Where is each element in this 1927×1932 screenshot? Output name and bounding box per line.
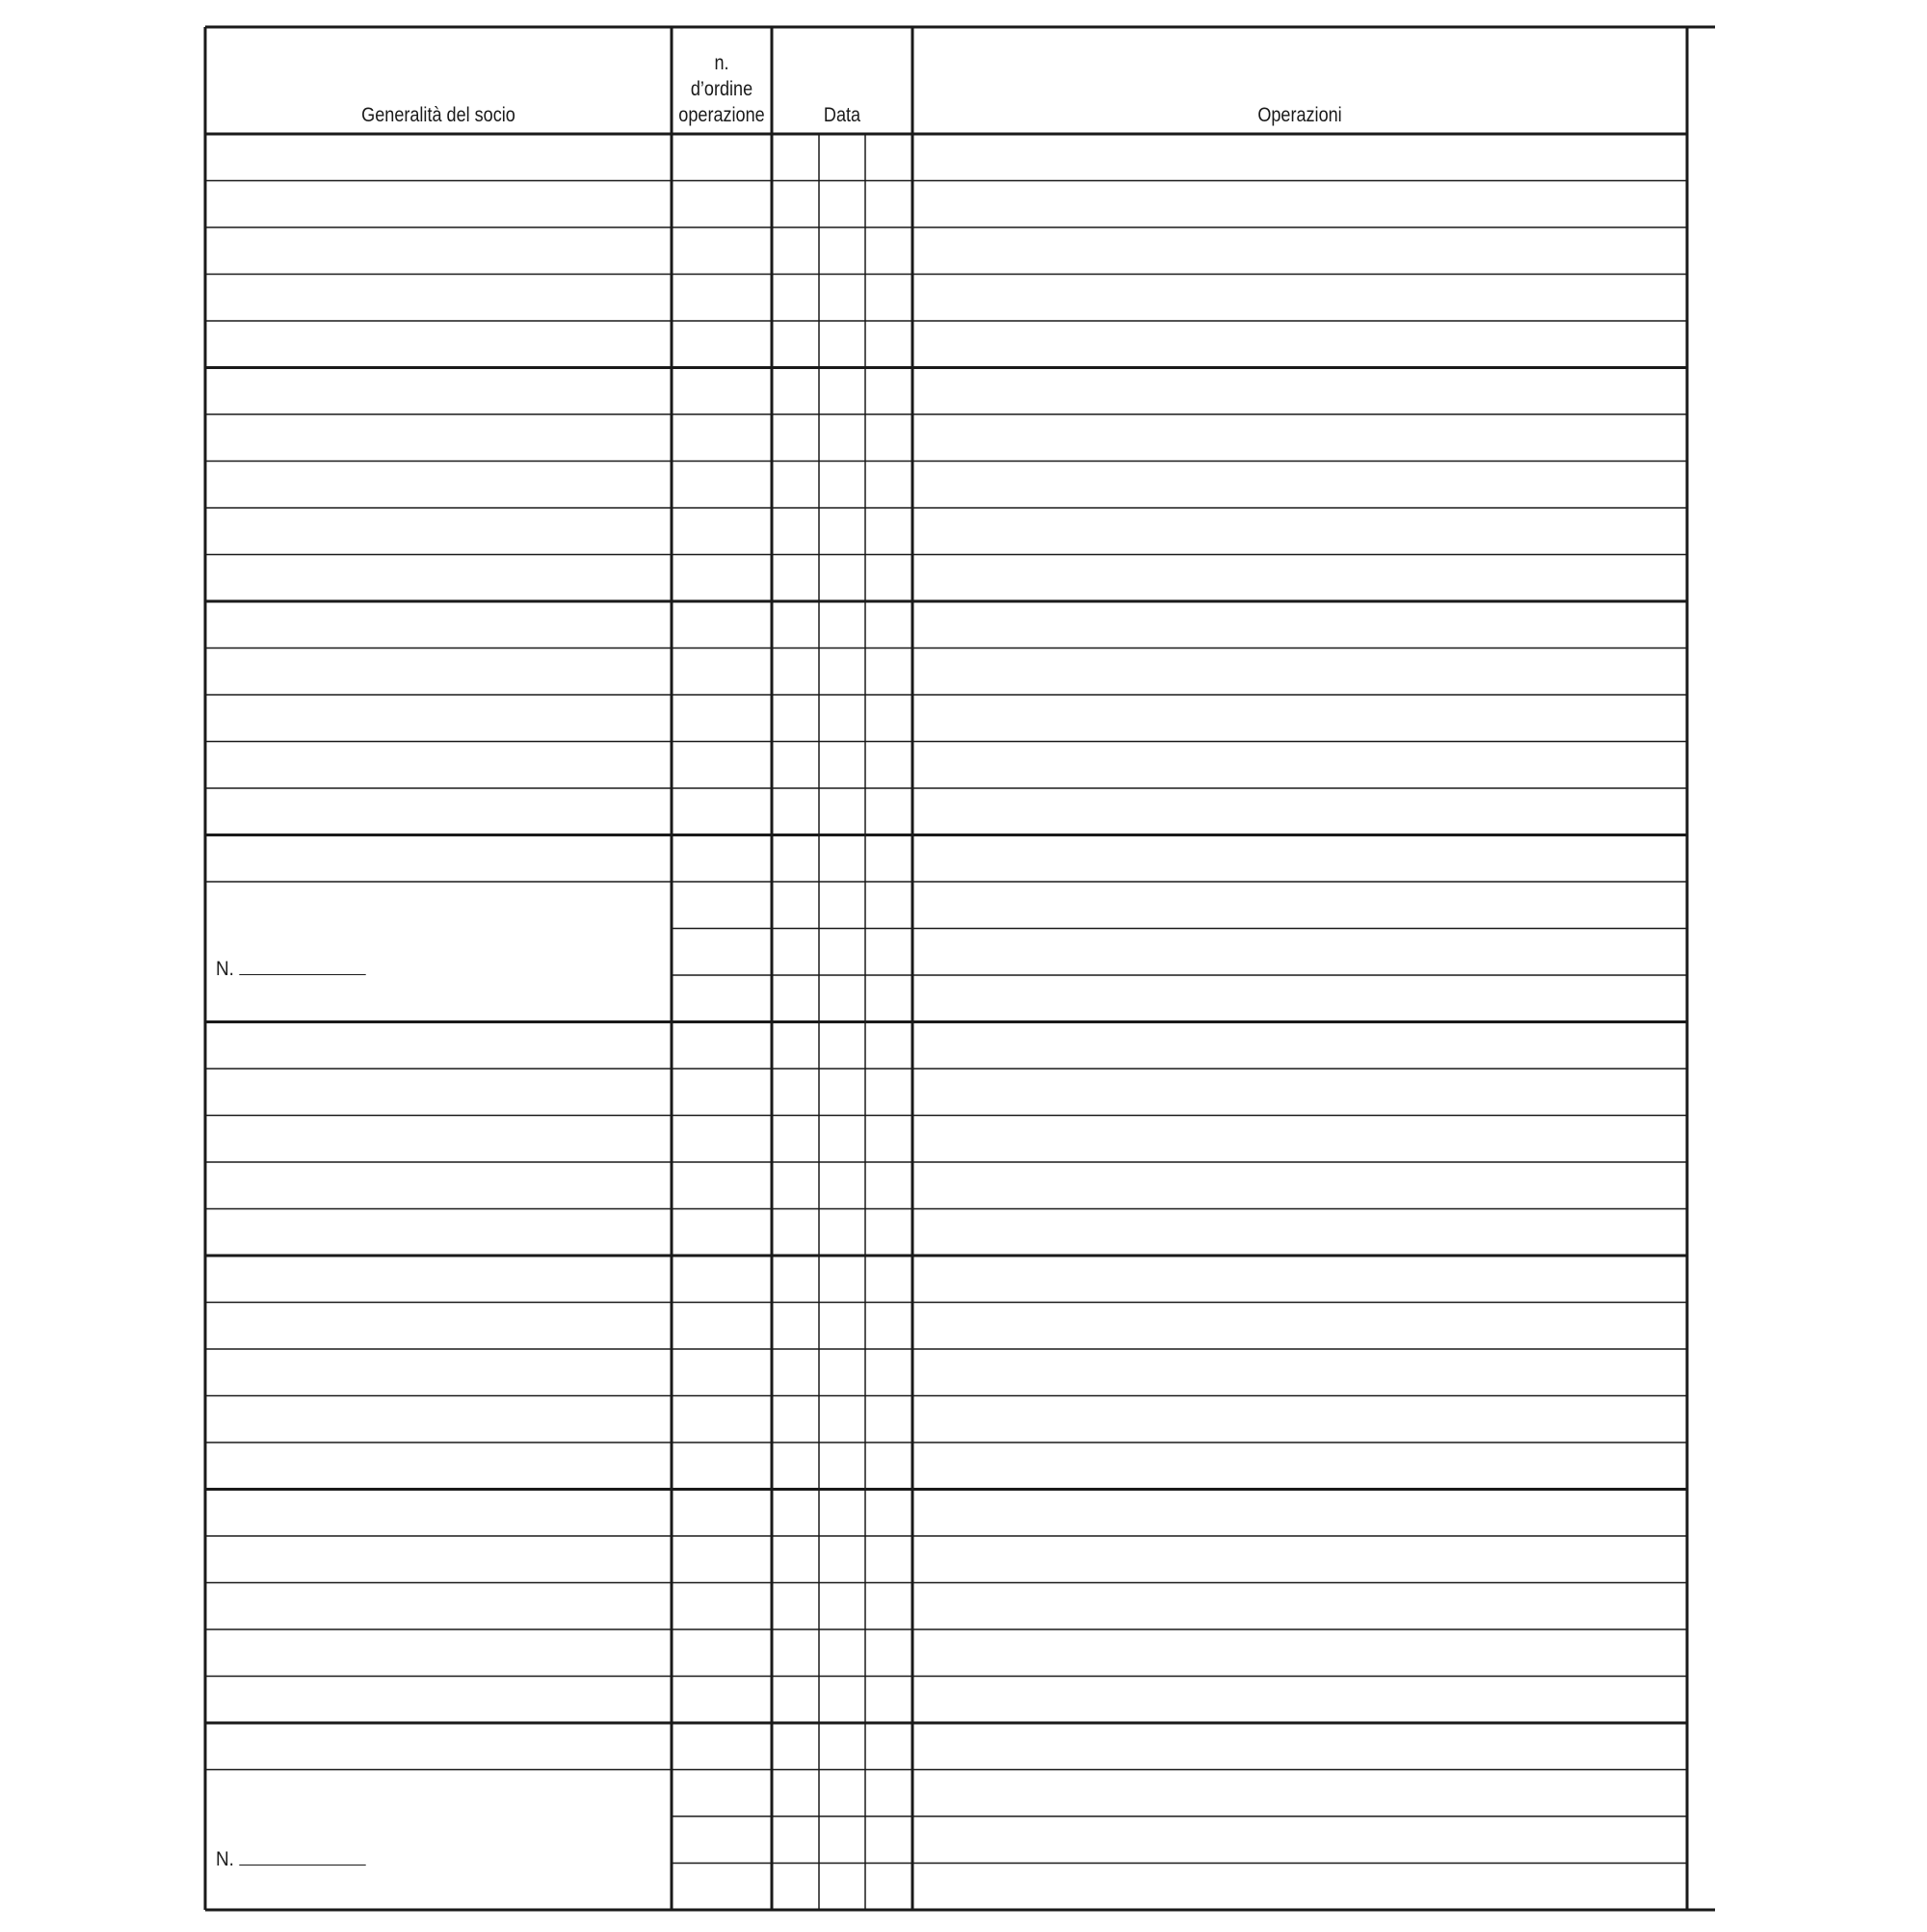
- member-number-blank[interactable]: [239, 1847, 365, 1866]
- member-number-prefix: N.: [216, 958, 234, 980]
- header-data: Data: [823, 104, 861, 126]
- header-numero-ordine: [678, 50, 764, 128]
- member-number-prefix: N.: [216, 1848, 234, 1870]
- member-number-label-2: [216, 1847, 366, 1871]
- header-ordine-line-2: d’ordine: [690, 78, 753, 100]
- header-ordine-line-3: operazione: [678, 104, 765, 126]
- member-number-blank[interactable]: [239, 957, 365, 975]
- member-number-label-1: [216, 957, 366, 981]
- header-generalita-socio: Generalità del socio: [361, 104, 515, 126]
- header-ordine-line-1: n.: [714, 52, 729, 74]
- header-operazioni: Operazioni: [1257, 104, 1342, 126]
